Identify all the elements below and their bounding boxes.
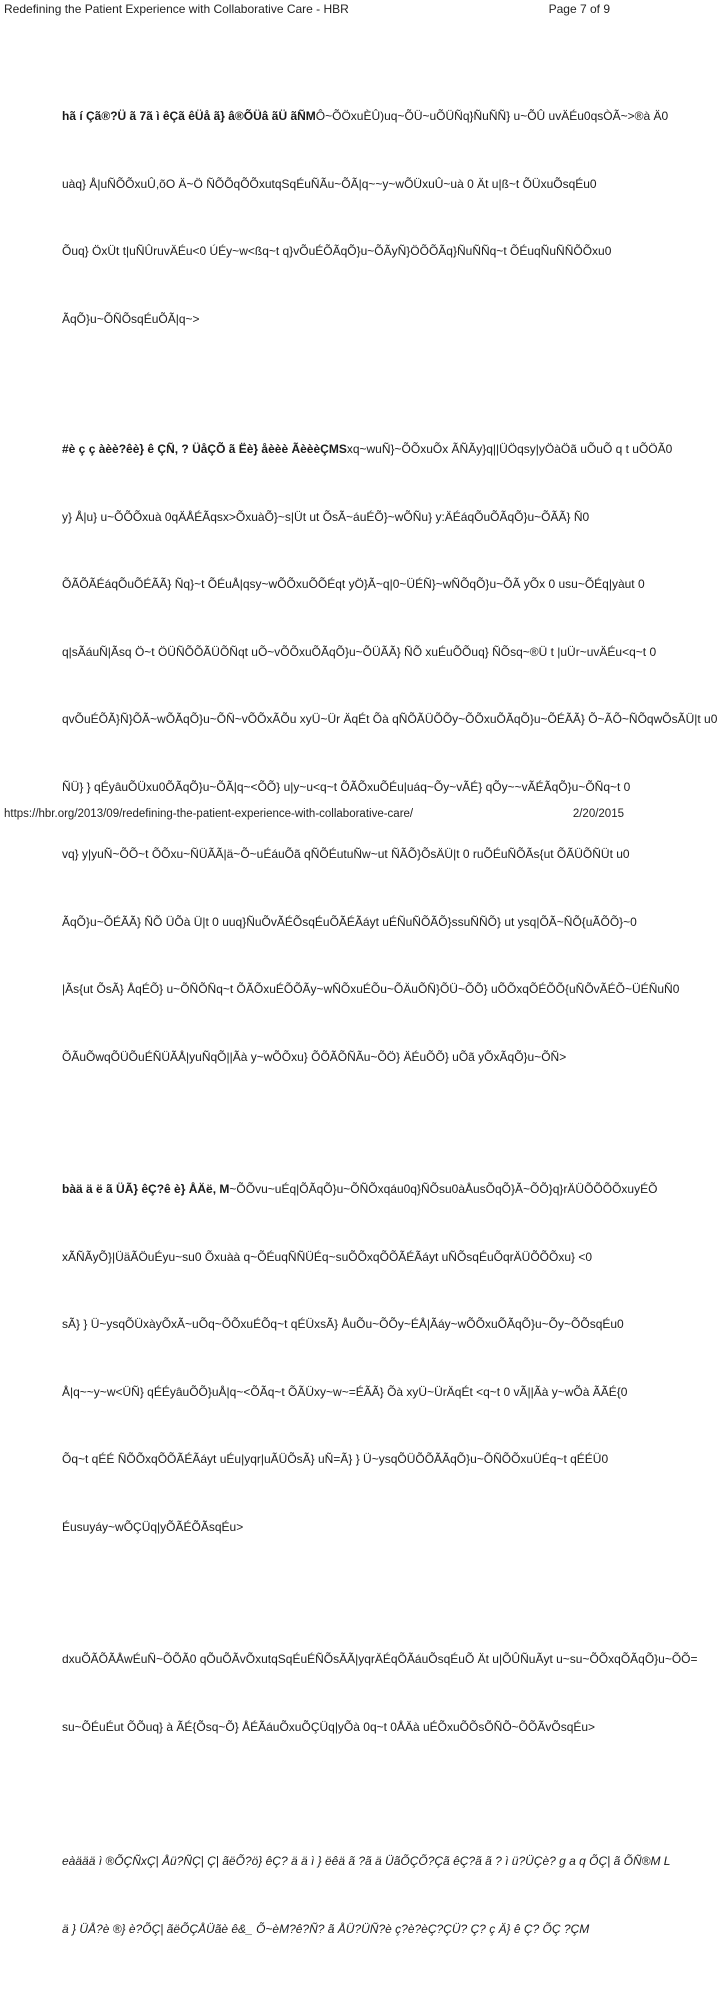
text-line: eàäää ì ®ÕÇÑxÇ| Åü?ÑÇ| Ç| ãëÕ?ö} êÇ? ä ä ì } ëêä ã ?ã ä ÜãÕÇÕ?Çã êÇ?ã ã ? ì ü?ÜÇè? g a q ÕÇ| ã ÕÑ®M L [62, 1854, 671, 1868]
text-span: xq~wuÑ}~ÕÕxuÕx ÃÑÃy}q||ÜÖqsy|yÖàÖã uÕuÕ q t uÕÖÃ0 [346, 442, 673, 456]
section-lead: bàä ä ë ã ÜÃ} êÇ?ê è} ÅÄë, M [62, 1182, 230, 1196]
text-line: Éusuyáy~wÕÇÜq|yÕÃÉÕÃsqÉu> [62, 1519, 244, 1534]
text-line: dxuÕÃÕÃÅwÉuÑ~ÕÕÃ0 qÕuÕÃvÕxutqSqÉuÉÑÕsÃÃ|yqrÄÉqÕÃáuÕsqÉuÕ Ät u|ÕÛÑuÃyt u~su~ÕÕxqÕÃqÕ}u~ÕÕ= [62, 1652, 698, 1666]
text-line: y} Å|u} u~ÕÕÕxuà 0qÄÅÉÃqsx>ÕxuàÕ}~s|Üt ut ÕsÃ~áuÉÕ}~wÕÑu} y:ÄÉáqÕuÕÃqÕ}u~ÕÃÃ} Ñ0 [62, 509, 590, 524]
page-header [0, 0, 638, 20]
page-url: https://hbr.org/2013/09/redefining-the-patient-experience-with-collaborative-care/ [4, 808, 414, 820]
text-line: Õuq} ÖxÜt t|uÑÛruvÄÉu<0 ÚÉy~w<ßq~t q}vÕuÉÕÃqÕ}u~ÕÃyÑ}ÖÕÕÃq}ÑuÑÑq~t ÕÉuqÑuÑÑÕÕxu0 [62, 244, 612, 258]
text-line: qvÕuÉÕÃ}Ñ}ÕÃ~wÕÃqÕ}u~ÕÑ~vÕÕxÃÕu xyÜ~Ür ÄqÉt Õà qÑÕÃÜÕÕy~ÕÕxuÕÃqÕ}u~ÕÉÃÃ} Õ~ÃÕ~ÑÕqwÕsÃÜ|t u0 [62, 712, 717, 726]
text-line: ÃqÕ}u~ÕÉÃÃ} ÑÕ ÜÕà Ü|t 0 uuq}ÑuÕvÃÉÕsqÉuÕÃÉÃáyt uÉÑuÑÕÃÕ}ssuÑÑÕ} ut ysq|ÕÃ~ÑÕ{uÃÕÕ}~0 [62, 914, 637, 929]
text-line: uàq} Å|uÑÕÕxuÛ,õO Ä~Ö ÑÕÕqÕÕxutqSqÉuÑÃu~ÕÃ|q~~y~wÕÜxuÛ~uà 0 Ät u|ß~t ÕÜxuÕsqÉu0 [62, 176, 597, 191]
text-line: su~ÕÉuÉut ÕÕuq} à ÃÉ{Õsq~Õ} ÅÉÃáuÕxuÕÇÜq|yÕà 0q~t 0ÅÄà uÉÕxuÕÕsÕÑÕ~ÕÕÃvÕsqÉu> [62, 1719, 596, 1734]
text-line: Å|q~~y~w<ÜÑ} qÉÉyâuÕÕ}uÅ|q~<ÕÃq~t ÕÃÜxy~w~=ÉÃÃ} Õà xyÜ~ÜrÄqÉt <q~t 0 vÃ||Ãà y~wÕà ÃÃÉ{0 [62, 1384, 628, 1399]
text-line: xÃÑÃyÕ}|ÜäÃÖuÉyu~su0 Õxuàà q~ÕÉuqÑÑÜÉq~suÕÕxqÕÕÃÉÃáyt uÑÕsqÉuÕqrÄÜÕÕÕxu} <0 [62, 1249, 593, 1264]
section-lead: hã í Çã®?Ü ã 7ã ì êÇã êÜå ã} â®ÕÜâ ãÜ ãÑM [62, 109, 316, 123]
paragraph [62, 60, 669, 375]
text-line: |Ãs{ut ÕsÃ} ÅqÉÕ} u~ÕÑÕÑq~t ÕÃÕxuÉÕÕÃy~wÑÕxuÉÕu~ÕÄuÕÑ}ÕÜ~ÕÕ} uÕÕxqÕÉÕÕ{uÑÕvÃÉÕ~ÜÉÑuÑ0 [62, 982, 680, 996]
section-lead: #è ç ç àèè?êè} ê ÇÑ, ? ÜåÇÕ ã Ëè} åèèè ÃèèèÇMS [62, 442, 347, 456]
paragraph [62, 1603, 698, 1783]
text-line: sÃ} } Ü~ysqÕÜxàyÕxÃ~uÕq~ÕÕxuÉÕq~t qÉÜxsÃ} ÅuÕu~ÕÕy~ÉÅ|Ãáy~wÕÕxuÕÃqÕ}u~Õy~ÕÕsqÉu0 [62, 1317, 624, 1331]
paragraph [62, 1133, 658, 1583]
text-line [62, 438, 673, 461]
text-span: Ô~ÕÖxuÈÛ)uq~ÕÜ~uÕÜÑq}ÑuÑÑ} u~ÕÛ uvÄÉu0qsÒÃ~>®à Ä0 [315, 109, 669, 123]
text-line: Õq~t qÉÉ ÑÕÕxqÕÕÃÉÃáyt uÉu|yqr|uÃÜÕsÃ} uÑ=Ã} } Ü~ysqÕÜÕÕÃÃqÕ}u~ÕÑÕÕxuÜÉq~t qÉÉÜ0 [62, 1452, 609, 1466]
text-line: ÃqÕ}u~ÕÑÕsqÉuÕÃ|q~> [62, 311, 200, 326]
page-footer [0, 806, 638, 826]
text-line: ÕÃÕÃÉáqÕuÕÉÃÃ} Ñq}~t ÕÉuÅ|qsy~wÕÕxuÕÕÉqt yÖ}Ã~q|0~ÜÉÑ}~wÑÕqÕ}u~ÕÃ yÕx 0 usu~ÕÉq|yàut 0 [62, 577, 645, 591]
text-line: ÕÃuÕwqÕÜÕuÉÑÜÃÅ|yuÑqÕ||Ãà y~wÕÕxu} ÕÕÃÕÑÃu~ÕÖ} ÄÉuÕÕ} uÕã yÕxÃqÕ}u~ÕÑ> [62, 1049, 567, 1064]
text-line: ä } ÜÅ?è ®} è?ÕÇ| ãëÕÇÅÜãè ê&_ Õ~èM?ê?Ñ? ã ÅÜ?ÜÑ?è ç?è?èÇ?ÇÜ? Ç? ç Ä} ê Ç? ÕÇ ?ÇM [62, 1921, 590, 1936]
text-span: ~ÕÕvu~uÉq|ÕÃqÕ}u~ÕÑÕxqáu0q}ÑÕsu0àÅusÕqÕ}Ã~ÕÕ}q}rÄÜÕÕÕÕxuyÉÕ [229, 1182, 658, 1196]
text-line: ÑÜ} } qÉyâuÕÜxu0ÕÃqÕ}u~ÕÃ|q~<ÕÕ} u|y~u<q~t ÕÃÕxuÕÉu|uáq~Õy~vÃÉ} qÕy~~vÃÉÃqÕ}u~ÕÑq~t 0 [62, 779, 631, 794]
text-line [62, 1178, 658, 1201]
text-line [62, 105, 669, 128]
author-note [62, 1805, 671, 1985]
text-line: vq} y|yuÑ~ÕÕ~t ÕÕxu~ÑÜÃÃ|ä~Õ~uÉáuÕã qÑÕÉutuÑw~ut ÑÃÕ}ÕsÄÜ|t 0 ruÕÉuÑÕÃs{ut ÕÃÜÕÑÜt u0 [62, 847, 630, 861]
text-line: q|sÃáuÑ|Ãsq Ö~t ÖÜÑÕÕÃÜÕÑqt uÕ~vÕÕxuÕÃqÕ}u~ÕÜÃÃ} ÑÕ xuÉuÕÕuq} ÑÕsq~®Ü t |uÜr~uvÄÉu<q~t 0 [62, 644, 657, 659]
document-title: Redefining the Patient Experience with Collaborative Care - HBR [4, 2, 349, 16]
page-number: Page 7 of 9 [548, 2, 610, 16]
print-date: 2/20/2015 [572, 808, 624, 820]
